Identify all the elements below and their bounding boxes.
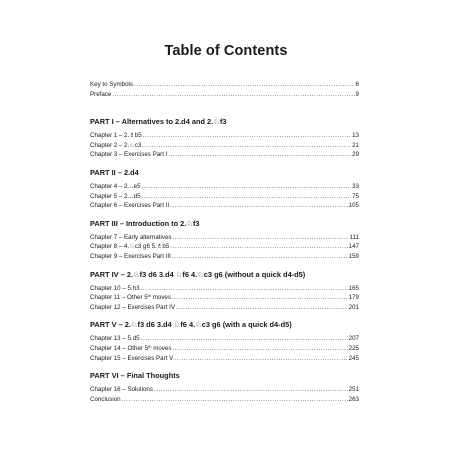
section-spacer xyxy=(90,363,359,371)
dot-leader xyxy=(173,233,349,243)
entry-label xyxy=(90,201,169,211)
section-spacer xyxy=(90,211,359,219)
entry-label xyxy=(90,395,121,405)
toc-entry[interactable] xyxy=(90,395,359,405)
part-heading: PART I – Alternatives to 2.d4 and 2.♘f3 xyxy=(90,117,227,127)
entry-label xyxy=(90,334,140,344)
toc-entry[interactable] xyxy=(90,252,359,262)
entry-label xyxy=(90,233,172,243)
dot-leader xyxy=(172,344,347,354)
entry-label xyxy=(90,354,173,364)
toc-entry[interactable] xyxy=(90,334,359,344)
entry-label xyxy=(90,182,141,192)
toc-entry[interactable] xyxy=(90,233,359,243)
entry-label xyxy=(90,131,142,141)
section-spacer xyxy=(90,99,359,109)
part-heading: PART V – 2.♘f3 d6 3.d4 ♘f6 4.♘c3 g6 (with a quick d4-d5) xyxy=(90,320,292,330)
page-number: 75 xyxy=(352,192,359,200)
dot-leader xyxy=(134,80,355,90)
entry-label xyxy=(90,150,167,160)
entry-label-text: Chapter 6 – Exercises Part II xyxy=(90,202,170,210)
page-number: 245 xyxy=(348,354,359,362)
entry-label xyxy=(90,303,175,313)
entry-label-text: Chapter 16 – Solutions xyxy=(90,386,153,394)
entry-label-text: Chapter 5 – 2…d5 xyxy=(90,192,141,200)
page-number: 105 xyxy=(348,202,359,210)
entry-label-text: Chapter 1 – 2.♗b5 xyxy=(90,132,142,140)
dot-leader xyxy=(122,395,348,405)
page-number: 6 xyxy=(355,81,359,88)
entry-label-text: Key to Symbols xyxy=(90,81,133,88)
dot-leader xyxy=(168,150,351,160)
toc-entry[interactable] xyxy=(90,90,359,100)
toc-entry[interactable] xyxy=(90,131,359,141)
part-heading: PART II – 2.d4 xyxy=(90,167,139,177)
section-spacer xyxy=(90,312,359,320)
entry-label-text: Chapter 4 – 2…e5 xyxy=(90,182,141,190)
toc-entry[interactable] xyxy=(90,303,359,313)
entry-label-tail: moves xyxy=(151,344,172,352)
part-heading: PART III – Introduction to 2.♘f3 xyxy=(90,218,200,228)
toc-entry[interactable] xyxy=(90,192,359,202)
entry-label xyxy=(90,385,153,395)
entry-label xyxy=(90,90,111,100)
toc-entry[interactable] xyxy=(90,150,359,160)
toc-entry[interactable] xyxy=(90,80,359,90)
entry-label xyxy=(90,252,171,262)
entry-label-text: Chapter 12 – Exercises Part IV xyxy=(90,303,175,311)
entry-label xyxy=(90,293,171,303)
entry-label-text: Chapter 2 – 2.♘c3 xyxy=(90,141,142,149)
entry-label xyxy=(90,80,133,90)
entry-label-text: Chapter 8 – 4.♘c3 g6 5.♗b5 xyxy=(90,243,170,251)
entry-label xyxy=(90,192,141,202)
page-number: 9 xyxy=(355,90,359,98)
section-spacer xyxy=(90,160,359,168)
entry-label xyxy=(90,344,171,354)
toc-entry[interactable] xyxy=(90,354,359,364)
toc-list xyxy=(90,80,359,404)
dot-leader xyxy=(172,293,348,303)
toc-entry[interactable] xyxy=(90,293,359,303)
page-number: 159 xyxy=(348,252,359,260)
toc-entry[interactable] xyxy=(90,201,359,211)
dot-leader xyxy=(112,90,354,100)
dot-leader xyxy=(154,385,348,395)
page-number: 147 xyxy=(348,243,359,251)
entry-label-text: Chapter 9 – Exercises Part III xyxy=(90,252,171,260)
section-spacer xyxy=(90,109,359,117)
page-number: 165 xyxy=(348,284,359,292)
entry-label-text: Chapter 3 – Exercises Part I xyxy=(90,151,168,159)
part-heading: PART VI – Final Thoughts xyxy=(90,371,180,381)
page-number: 207 xyxy=(348,335,359,343)
entry-label xyxy=(90,242,169,252)
page-number: 111 xyxy=(349,233,359,241)
dot-leader xyxy=(141,284,348,294)
toc-entry[interactable] xyxy=(90,141,359,151)
page-number: 225 xyxy=(348,344,359,352)
page-number: 263 xyxy=(348,395,359,403)
dot-leader xyxy=(170,242,347,252)
dot-leader xyxy=(142,192,352,202)
toc-entry[interactable] xyxy=(90,284,359,294)
page-number: 33 xyxy=(352,182,359,190)
toc-entry[interactable] xyxy=(90,182,359,192)
entry-label xyxy=(90,141,141,151)
entry-label-text: Chapter 14 – Other 5 xyxy=(90,344,149,352)
page-number: 251 xyxy=(348,386,359,394)
dot-leader xyxy=(170,201,348,211)
entry-label-superscript: th xyxy=(148,343,152,349)
dot-leader xyxy=(141,334,348,344)
entry-label xyxy=(90,284,140,294)
dot-leader xyxy=(142,182,352,192)
toc-entry[interactable] xyxy=(90,344,359,354)
entry-label-text: Chapter 10 – 5.h3 xyxy=(90,284,140,292)
entry-label-text: Chapter 13 – 5.d5 xyxy=(90,335,140,343)
entry-label-text: Conclusion xyxy=(90,395,121,403)
page-title: Table of Contents xyxy=(164,43,288,59)
entry-label-text: Chapter 7 – Early alternatives xyxy=(90,233,172,241)
entry-label-tail: moves xyxy=(151,294,171,302)
entry-label-text: Chapter 11 – Other 5 xyxy=(90,294,148,302)
page-number: 201 xyxy=(348,303,359,311)
page-number: 21 xyxy=(352,141,359,149)
toc-entry[interactable] xyxy=(90,242,359,252)
dot-leader xyxy=(143,131,351,141)
dot-leader xyxy=(176,303,348,313)
dot-leader xyxy=(174,354,347,364)
page-number: 179 xyxy=(348,294,359,302)
part-heading: PART IV – 2.♘f3 d6 3.d4 ♘f6 4.♘c3 g6 (without a quick d4-d5) xyxy=(90,269,306,279)
entry-label-text: Chapter 15 – Exercises Part V xyxy=(90,354,174,362)
page-number: 29 xyxy=(352,151,359,159)
dot-leader xyxy=(172,252,348,262)
entry-label-text: Preface xyxy=(90,90,112,98)
page-number: 13 xyxy=(352,132,359,140)
section-spacer xyxy=(90,262,359,270)
dot-leader xyxy=(142,141,351,151)
toc-entry[interactable] xyxy=(90,385,359,395)
entry-label-superscript: th xyxy=(147,293,152,299)
